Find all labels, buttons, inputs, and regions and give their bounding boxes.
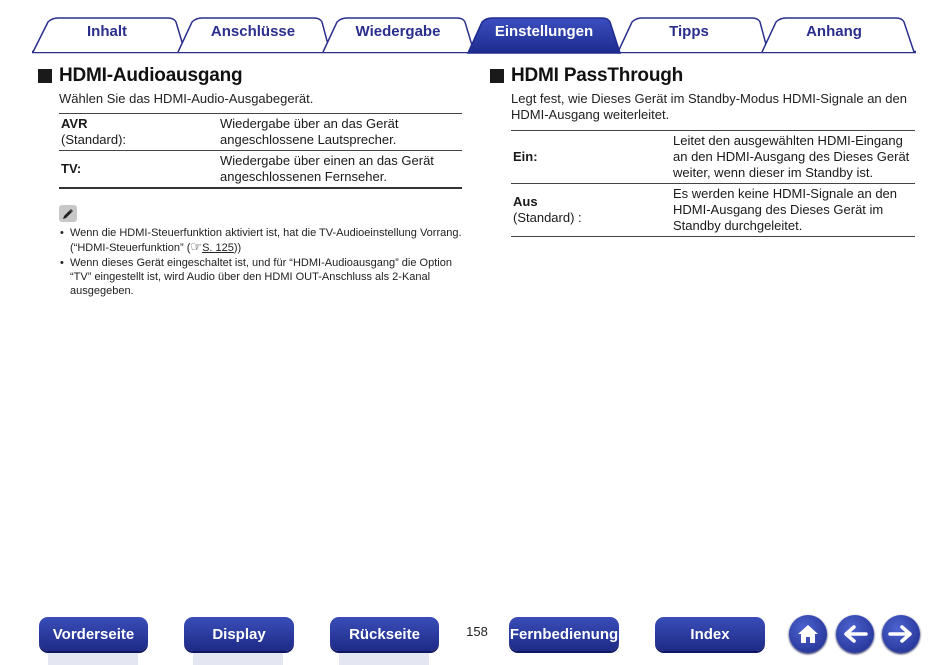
square-bullet-icon xyxy=(490,69,504,83)
option-key xyxy=(511,184,673,236)
option-default-label: (Standard): xyxy=(61,132,127,147)
option-name: Aus xyxy=(513,194,538,209)
tab-inhalt[interactable]: Inhalt xyxy=(87,23,127,40)
note-text-end: )) xyxy=(233,242,242,254)
back-arrow-icon[interactable] xyxy=(836,615,874,653)
option-name: AVR xyxy=(61,116,88,131)
tab-bar xyxy=(0,0,950,56)
tab-anhang[interactable]: Anhang xyxy=(806,23,862,40)
note-box xyxy=(59,205,462,298)
home-icon[interactable] xyxy=(789,615,827,653)
page-number: 158 xyxy=(466,624,488,639)
section-title: HDMI PassThrough xyxy=(511,65,684,86)
option-description: Wiedergabe über an das Gerät angeschlossene Lautsprecher. xyxy=(220,116,399,147)
table-row xyxy=(59,114,462,151)
section-description: Wählen Sie das HDMI-Audio-Ausgabegerät. xyxy=(59,91,314,106)
section-description: Legt fest, wie Dieses Gerät im Standby-Modus HDMI-Signale an den HDMI-Ausgang weiterleitet. xyxy=(511,91,907,122)
button-shadow xyxy=(339,651,429,665)
tab-einstellungen[interactable]: Einstellungen xyxy=(494,23,594,40)
tab-wiedergabe[interactable]: Wiedergabe xyxy=(355,23,441,40)
pencil-icon xyxy=(59,205,77,222)
fernbedienung-button[interactable]: Fernbedienung xyxy=(509,617,619,651)
options-table xyxy=(511,130,915,237)
option-name: Ein: xyxy=(513,149,538,164)
table-row xyxy=(511,131,915,184)
forward-arrow-icon[interactable] xyxy=(882,615,920,653)
option-default-label: (Standard) : xyxy=(513,210,582,225)
note-list xyxy=(59,226,462,298)
note-item xyxy=(59,226,462,255)
note-item: • Wenn dieses Gerät eingeschaltet ist, und für “HDMI-Audioausgang” die Option “TV” eingestellt ist, wird Audio über den HDMI OUT-Anschluss als 2-Kanal ausgegeben. xyxy=(59,256,462,298)
vorderseite-button[interactable]: Vorderseite xyxy=(39,617,148,651)
option-key xyxy=(511,131,673,183)
option-key xyxy=(59,151,220,187)
option-name: TV: xyxy=(61,161,82,176)
button-shadow xyxy=(48,651,138,665)
option-description: Wiedergabe über einen an das Gerät angeschlossenen Fernseher. xyxy=(220,153,434,184)
note-text: Wenn die HDMI-Steuerfunktion aktiviert ist, hat die TV-Audioeinstellung Vorrang. (“HDMI-Steuerfunktion” ( xyxy=(70,227,462,254)
table-row xyxy=(511,184,915,237)
options-table xyxy=(59,113,462,189)
page-reference-link[interactable]: S. 125 xyxy=(202,242,234,254)
section-heading xyxy=(490,64,915,88)
section-hdmi-audioausgang xyxy=(38,64,462,299)
rueckseite-button[interactable]: Rückseite xyxy=(330,617,439,651)
section-heading xyxy=(38,64,462,88)
section-title: HDMI-Audioausgang xyxy=(59,65,243,86)
option-description: Leitet den ausgewählten HDMI-Eingang an den HDMI-Ausgang des Dieses Gerät weiter, wenn dieser im Standby ist. xyxy=(673,133,910,180)
pointing-hand-icon: ☞ xyxy=(190,239,203,254)
section-hdmi-passthrough xyxy=(490,64,915,237)
table-row xyxy=(59,151,462,189)
square-bullet-icon xyxy=(38,69,52,83)
option-key xyxy=(59,114,220,150)
option-description: Es werden keine HDMI-Signale an den HDMI-Ausgang des Dieses Gerät im Standby durchgeleitet. xyxy=(673,186,898,233)
tab-anschluesse[interactable]: Anschlüsse xyxy=(210,23,296,40)
tab-tipps[interactable]: Tipps xyxy=(669,23,709,40)
button-shadow xyxy=(193,651,283,665)
display-button[interactable]: Display xyxy=(184,617,294,651)
index-button[interactable]: Index xyxy=(655,617,765,651)
